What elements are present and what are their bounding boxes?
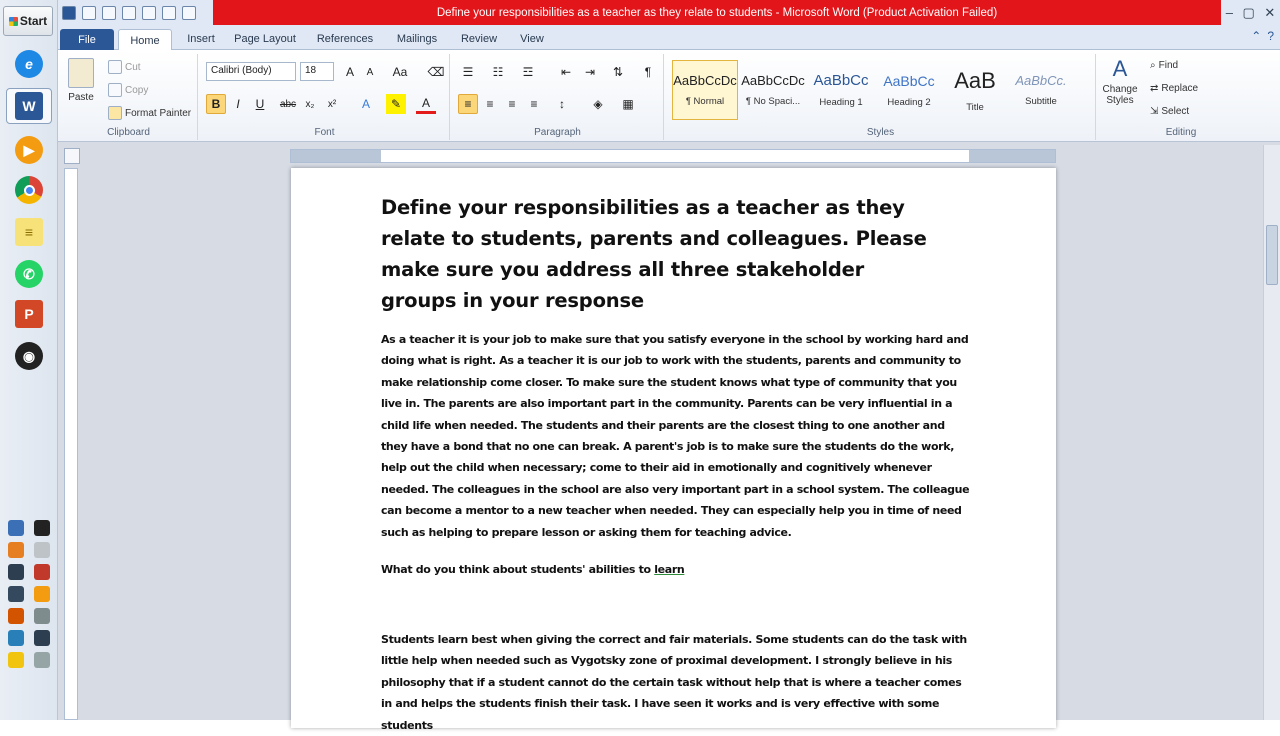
tray-icon[interactable] — [8, 542, 24, 558]
copy-icon — [108, 83, 122, 97]
editing-label: Editing — [1165, 127, 1197, 138]
help-icon[interactable]: ? — [1267, 29, 1274, 43]
save-icon[interactable] — [82, 6, 96, 20]
find-label: Find — [1158, 60, 1179, 71]
paste-button[interactable] — [68, 58, 94, 103]
replace-label: Replace — [1161, 83, 1199, 94]
tray-icon[interactable] — [34, 564, 50, 580]
word-logo-icon[interactable] — [62, 6, 76, 20]
paste-icon — [68, 58, 94, 88]
window-title: Define your responsibilities as a teacher as they relate to students - Microsoft Word (Product Activation Failed) — [213, 0, 1221, 25]
ribbon-home — [58, 50, 1280, 142]
align-left-button[interactable]: ≡ — [458, 94, 478, 114]
minimize-button[interactable]: – — [1225, 5, 1233, 20]
horizontal-ruler[interactable] — [290, 149, 1056, 163]
cut-button[interactable] — [108, 60, 141, 74]
close-button[interactable]: ✕ — [1264, 4, 1276, 20]
tray-icon[interactable] — [8, 608, 24, 624]
change-styles-icon: A — [1112, 56, 1128, 81]
format-painter-label: Format Painter — [125, 107, 192, 119]
tab-selector[interactable] — [64, 148, 80, 164]
whatsapp-icon[interactable]: ✆ — [10, 256, 48, 292]
internet-explorer-icon[interactable]: e — [10, 46, 48, 82]
minimize-ribbon-icon[interactable]: ⌃ — [1251, 29, 1262, 43]
tab-page-layout[interactable]: Page Layout — [234, 33, 296, 45]
brush-icon — [108, 106, 122, 120]
change-case-button[interactable]: Aa — [392, 65, 408, 79]
clear-formatting-button[interactable]: ⌫ — [427, 65, 445, 79]
style-heading-2[interactable] — [876, 60, 942, 120]
text-effects-button[interactable]: A — [361, 97, 370, 111]
highlight-button[interactable]: ✎ — [386, 94, 406, 114]
style-sample: AaBbCcDc — [741, 73, 805, 88]
italic-button[interactable]: I — [236, 97, 240, 111]
tray-icon[interactable] — [8, 520, 24, 536]
style-name: Subtitle — [1025, 96, 1057, 107]
paste-label: Paste — [68, 92, 94, 103]
style-name: Heading 2 — [887, 96, 931, 108]
grow-font-button[interactable]: A — [345, 65, 354, 79]
borders-button[interactable]: ▦ — [622, 97, 634, 111]
media-player-icon[interactable]: ▶ — [10, 132, 48, 168]
tray-icon[interactable] — [34, 520, 50, 536]
print-icon[interactable] — [162, 6, 176, 20]
bullets-button[interactable]: ☰ — [462, 65, 474, 79]
start-button[interactable] — [3, 6, 53, 36]
tray-icon[interactable] — [8, 586, 24, 602]
ribbon-help — [1251, 29, 1274, 43]
style-sample: AaBbCcDc — [673, 73, 737, 88]
tab-review[interactable]: Review — [460, 33, 498, 45]
tab-mailings[interactable]: Mailings — [396, 33, 438, 45]
style-name: Title — [966, 101, 984, 113]
document-paragraph: As a teacher it is your job to make sure that you satisfy everyone in the school by working hard and doing what is right. As a teacher it is our job to work with the students, parents and community to make relationship come closer. To make sure the student knows what type of community that you live in. The parents are also important part in the community. Parents can be very influential in a child life when needed. The students and their parents are the closest thing to one another and they have a bond that no one can break. A parent's job is to make sure the students do the work, help out the child when necessary; come to their aid in emotionally and cognitively whenever needed. The colleagues in the school are also very important part in a school system. The colleague can become a mentor to a new teacher when needed. They can especially help you in time of need such as helping to prepare lesson or asking them for teaching advice. — [381, 333, 970, 539]
quick-access-toolbar — [58, 0, 213, 25]
shrink-font-button[interactable]: A — [366, 66, 374, 78]
clipboard-group — [60, 54, 198, 140]
powerpoint-icon[interactable]: P — [10, 296, 48, 332]
microsoft-word-icon[interactable]: W — [6, 88, 52, 124]
sticky-notes-icon[interactable]: ≡ — [10, 214, 48, 250]
left-margin-marker — [291, 150, 381, 162]
styles-group — [666, 54, 1096, 140]
copy-button[interactable] — [108, 83, 148, 97]
taskbar — [0, 0, 58, 720]
paragraph-group — [452, 54, 664, 140]
word-window — [58, 0, 1280, 732]
format-painter-button[interactable] — [108, 106, 191, 120]
replace-button[interactable] — [1150, 83, 1198, 94]
obs-studio-icon[interactable]: ◉ — [10, 338, 48, 374]
binoculars-icon: ⌕ — [1150, 60, 1156, 71]
align-center-button[interactable]: ≡ — [486, 97, 494, 111]
tray-icon[interactable] — [8, 630, 24, 646]
replace-icon: ⇄ — [1150, 83, 1159, 94]
document-question — [381, 559, 971, 580]
tray-icon[interactable] — [8, 652, 24, 668]
tab-file[interactable]: File — [60, 29, 114, 50]
style-name: ¶ No Spaci... — [745, 96, 801, 107]
font-color-button[interactable]: A — [416, 94, 436, 114]
vertical-ruler[interactable] — [64, 168, 78, 720]
style-heading-1[interactable] — [808, 60, 874, 120]
change-styles-button[interactable] — [1098, 56, 1142, 106]
document-heading: Define your responsibilities as a teacher as they relate to students, parents and colleagues. Please make sure you address all three stakeholder groups in your response — [381, 196, 927, 312]
style-normal[interactable] — [672, 60, 738, 120]
subscript-button[interactable]: x₂ — [305, 98, 315, 110]
tray-icon[interactable] — [34, 542, 50, 558]
style-sample: AaBbCc — [883, 72, 935, 89]
select-button[interactable] — [1150, 106, 1189, 117]
font-label: Font — [314, 127, 335, 138]
document-page[interactable] — [291, 168, 1056, 732]
multilevel-list-button[interactable]: ☲ — [522, 65, 534, 79]
scrollbar-thumb[interactable] — [1266, 225, 1278, 285]
bold-button[interactable]: B — [206, 94, 226, 114]
line-spacing-button[interactable]: ↕ — [559, 97, 565, 111]
underline-button[interactable]: U — [255, 97, 265, 111]
tab-references[interactable]: References — [316, 33, 374, 45]
style-name: ¶ Normal — [685, 96, 725, 107]
tab-home[interactable]: Home — [118, 29, 172, 51]
style-subtitle[interactable] — [1008, 60, 1074, 120]
tray-icon[interactable] — [34, 586, 50, 602]
clipboard-label: Clipboard — [107, 127, 150, 138]
customize-toolbar-icon[interactable] — [182, 6, 196, 20]
tray-icon[interactable] — [34, 652, 50, 668]
right-margin-marker — [969, 150, 1055, 162]
shading-button[interactable]: ◈ — [593, 97, 603, 111]
start-label: Start — [19, 14, 48, 28]
style-sample: AaB — [954, 67, 996, 93]
vertical-scrollbar[interactable] — [1263, 145, 1280, 720]
windows-flag-icon — [9, 17, 18, 26]
select-label: Select — [1161, 106, 1190, 117]
style-name: Heading 1 — [819, 97, 863, 108]
grammar-flag-word: learn — [654, 563, 685, 576]
editing-group — [1146, 54, 1216, 140]
system-tray — [6, 520, 52, 668]
increase-indent-button[interactable]: ⇥ — [584, 65, 596, 79]
window-controls — [1221, 0, 1280, 25]
cut-label: Cut — [125, 61, 141, 73]
change-styles-label: Change Styles — [1102, 84, 1138, 106]
font-name-select[interactable]: Calibri (Body) — [206, 62, 296, 81]
find-button[interactable] — [1150, 60, 1178, 71]
style-no-spacing[interactable] — [740, 60, 806, 120]
tab-insert[interactable]: Insert — [187, 33, 215, 45]
copy-label: Copy — [125, 84, 149, 96]
font-size-select[interactable]: 18 — [300, 62, 334, 81]
tray-icon[interactable] — [34, 608, 50, 624]
scissors-icon — [108, 60, 122, 74]
redo-icon[interactable] — [122, 6, 136, 20]
style-sample: AaBbCc. — [1015, 73, 1067, 88]
maximize-button[interactable]: ▢ — [1242, 4, 1255, 20]
tab-view[interactable]: View — [520, 33, 544, 45]
numbering-button[interactable]: ☷ — [492, 65, 504, 79]
justify-button[interactable]: ≡ — [530, 97, 538, 111]
document-paragraph: Students learn best when giving the correct and fair materials. Some students can do the task with little help when needed such as Vygotsky zone of proximal development. I strongly believe in his philosophy that if a student cannot do the certain task without help that is where a teacher comes in and helps the students finish their task. I have seen it works and is very effective with some students — [381, 633, 967, 732]
tray-icon[interactable] — [34, 630, 50, 646]
sort-button[interactable]: ⇅ — [612, 65, 624, 79]
font-group — [200, 54, 450, 140]
style-title[interactable] — [942, 60, 1008, 120]
ribbon-tabs — [58, 25, 1280, 50]
tray-icon[interactable] — [8, 564, 24, 580]
styles-label: Styles — [866, 127, 895, 138]
new-document-icon[interactable] — [142, 6, 156, 20]
show-formatting-button[interactable]: ¶ — [644, 65, 652, 79]
decrease-indent-button[interactable]: ⇤ — [560, 65, 572, 79]
undo-icon[interactable] — [102, 6, 116, 20]
question-text: What do you think about students' abilities to — [381, 563, 655, 576]
style-sample: AaBbCc — [813, 72, 869, 89]
align-right-button[interactable]: ≡ — [508, 97, 516, 111]
paragraph-label: Paragraph — [534, 127, 581, 138]
superscript-button[interactable]: x² — [327, 98, 337, 110]
select-icon: ⇲ — [1150, 106, 1159, 117]
google-chrome-icon[interactable] — [10, 172, 48, 208]
strikethrough-button[interactable]: abc — [279, 98, 297, 110]
